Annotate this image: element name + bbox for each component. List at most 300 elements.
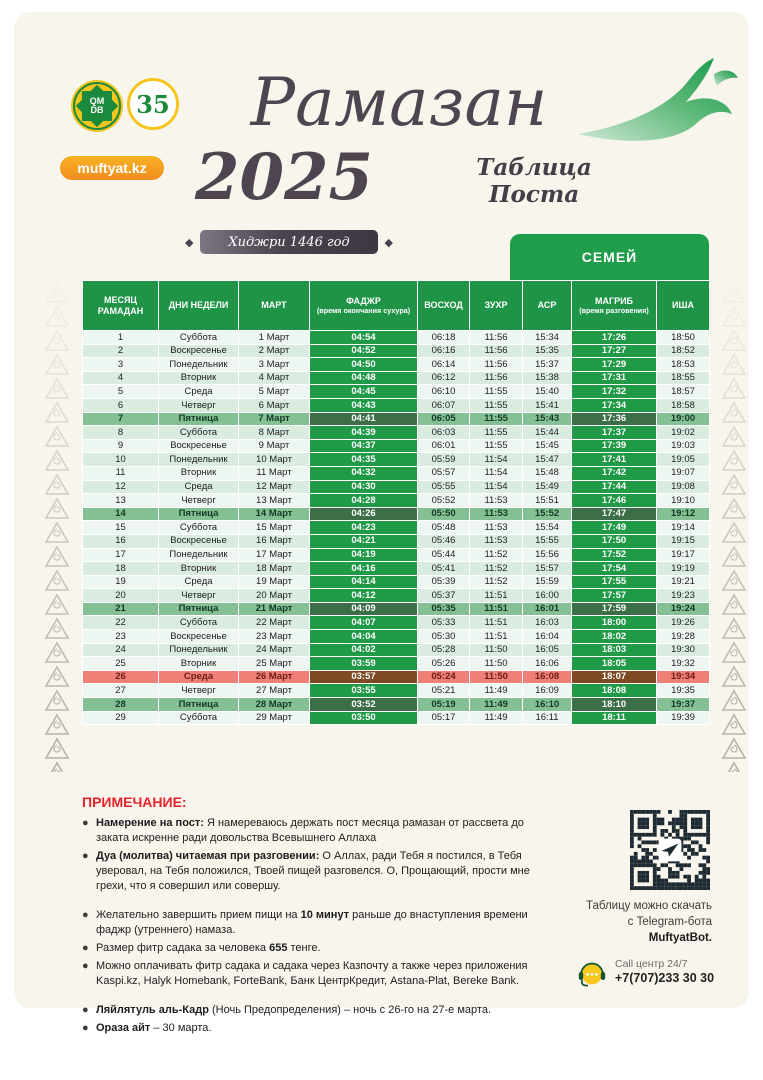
cell-asr: 15:48 [523,466,572,480]
cell-day: 6 [83,398,159,412]
hijri-banner: ◆ Хиджри 1446 год ◆ [200,230,378,254]
cell-maghrib: 17:26 [572,331,657,345]
cell-day: 21 [83,602,159,616]
cell-zuhr: 11:55 [470,398,523,412]
cell-asr: 15:56 [523,548,572,562]
table-row [83,480,710,494]
cell-isha: 19:05 [657,453,710,467]
city-button[interactable]: СЕМЕЙ [510,234,709,280]
cell-day: 14 [83,507,159,521]
cell-weekday: Суббота [159,616,239,630]
cell-sunrise: 05:21 [418,684,470,698]
cell-isha: 19:03 [657,439,710,453]
cell-weekday: Понедельник [159,548,239,562]
cell-fajr: 04:09 [310,602,418,616]
cell-sunrise: 05:52 [418,494,470,508]
cell-weekday: Вторник [159,371,239,385]
cell-date: 27 Март [239,684,310,698]
cell-sunrise: 05:59 [418,453,470,467]
cell-sunrise: 06:12 [418,371,470,385]
cell-day: 19 [83,575,159,589]
cell-date: 9 Март [239,439,310,453]
poster-card [14,12,749,1034]
cell-maghrib: 17:31 [572,371,657,385]
cell-maghrib: 18:00 [572,616,657,630]
cell-fajr: 04:14 [310,575,418,589]
note-text: Намерение на пост: Я намереваюсь держать пост месяца рамазан от рассвета до заката искренне ради довольства Всевышнего Аллаха [96,817,524,844]
cell-maghrib: 17:29 [572,358,657,372]
cell-asr: 15:45 [523,439,572,453]
cell-date: 10 Март [239,453,310,467]
cell-sunrise: 06:10 [418,385,470,399]
cell-weekday: Пятница [159,698,239,712]
cell-isha: 19:02 [657,426,710,440]
bullet-icon: ● [82,850,89,862]
cell-isha: 19:07 [657,466,710,480]
table-row [83,371,710,385]
cell-weekday: Пятница [159,602,239,616]
cell-asr: 15:55 [523,534,572,548]
cell-isha: 19:08 [657,480,710,494]
cell-isha: 19:23 [657,589,710,603]
cell-asr: 16:10 [523,698,572,712]
cell-asr: 15:47 [523,453,572,467]
cell-fajr: 04:23 [310,521,418,535]
cell-day: 17 [83,548,159,562]
table-row [83,426,710,440]
download-hint: Таблицу можно скачать с Telegram-бота MuftyatBot. [585,900,712,944]
cell-sunrise: 05:19 [418,698,470,712]
cell-day: 29 [83,711,159,725]
cell-sunrise: 06:16 [418,344,470,358]
cell-zuhr: 11:51 [470,602,523,616]
cell-zuhr: 11:49 [470,711,523,725]
bullet-icon: ● [82,1022,89,1034]
cell-zuhr: 11:55 [470,426,523,440]
cell-weekday: Суббота [159,711,239,725]
cell-weekday: Четверг [159,398,239,412]
cell-fajr: 04:41 [310,412,418,426]
table-row [83,616,710,630]
anniversary-35-logo: 35 [127,78,179,130]
cell-weekday: Пятница [159,507,239,521]
cell-asr: 15:40 [523,385,572,399]
table-row [83,331,710,345]
cell-weekday: Суббота [159,521,239,535]
cell-maghrib: 17:39 [572,439,657,453]
cell-date: 29 Март [239,711,310,725]
cell-asr: 16:11 [523,711,572,725]
cell-isha: 18:55 [657,371,710,385]
cell-zuhr: 11:56 [470,331,523,345]
cell-sunrise: 05:46 [418,534,470,548]
cell-day: 9 [83,439,159,453]
table-row [83,698,710,712]
cell-weekday: Воскресенье [159,344,239,358]
cell-date: 15 Март [239,521,310,535]
cell-fajr: 04:32 [310,466,418,480]
cell-fajr: 04:12 [310,589,418,603]
cell-date: 22 Март [239,616,310,630]
cell-isha: 18:53 [657,358,710,372]
cell-isha: 19:19 [657,562,710,576]
cell-day: 24 [83,643,159,657]
table-row [83,385,710,399]
notes-title: ПРИМЕЧАНИЕ: [82,794,187,810]
cell-isha: 19:17 [657,548,710,562]
cell-fajr: 03:52 [310,698,418,712]
cell-asr: 16:03 [523,616,572,630]
cell-zuhr: 11:52 [470,548,523,562]
cell-sunrise: 05:26 [418,657,470,671]
cell-fajr: 04:26 [310,507,418,521]
column-header: ЗУХР [470,281,523,331]
cell-zuhr: 11:51 [470,589,523,603]
table-row [83,684,710,698]
cell-fajr: 04:35 [310,453,418,467]
cell-day: 15 [83,521,159,535]
cell-weekday: Пятница [159,412,239,426]
cell-asr: 16:06 [523,657,572,671]
cell-date: 14 Март [239,507,310,521]
cell-maghrib: 17:27 [572,344,657,358]
cell-maghrib: 17:37 [572,426,657,440]
cell-day: 12 [83,480,159,494]
cell-sunrise: 06:14 [418,358,470,372]
cell-fajr: 04:52 [310,344,418,358]
cell-maghrib: 17:47 [572,507,657,521]
cell-maghrib: 18:05 [572,657,657,671]
cell-zuhr: 11:52 [470,575,523,589]
cell-sunrise: 06:07 [418,398,470,412]
cell-zuhr: 11:56 [470,344,523,358]
cell-isha: 19:32 [657,657,710,671]
cell-date: 7 Март [239,412,310,426]
cell-isha: 18:58 [657,398,710,412]
bullet-icon: ● [82,909,89,921]
cell-asr: 15:44 [523,426,572,440]
cell-maghrib: 17:55 [572,575,657,589]
cell-maghrib: 18:07 [572,670,657,684]
cell-date: 4 Март [239,371,310,385]
cell-date: 18 Март [239,562,310,576]
cell-maghrib: 17:44 [572,480,657,494]
cell-isha: 19:28 [657,630,710,644]
cell-fajr: 04:04 [310,630,418,644]
cell-asr: 15:41 [523,398,572,412]
call-center-icon [576,956,608,988]
cell-zuhr: 11:55 [470,439,523,453]
fasting-schedule-table [82,280,710,725]
column-header: МАРТ [239,281,310,331]
cell-maghrib: 17:49 [572,521,657,535]
cell-isha: 19:34 [657,670,710,684]
cell-sunrise: 05:50 [418,507,470,521]
cell-maghrib: 17:32 [572,385,657,399]
cell-sunrise: 05:39 [418,575,470,589]
cell-fajr: 03:50 [310,711,418,725]
cell-isha: 19:12 [657,507,710,521]
cell-fajr: 04:30 [310,480,418,494]
column-subheader: (время окончания сухура) [316,305,411,315]
cell-date: 28 Март [239,698,310,712]
note-item [82,908,542,938]
cell-asr: 15:52 [523,507,572,521]
cell-sunrise: 05:41 [418,562,470,576]
column-header: ДНИ НЕДЕЛИ [159,281,239,331]
table-row [83,670,710,684]
cell-date: 13 Март [239,494,310,508]
cell-fajr: 04:50 [310,358,418,372]
notes-list [82,816,542,1039]
bullet-icon: ● [82,942,89,954]
table-row [83,589,710,603]
cell-day: 18 [83,562,159,576]
call-center-label: Call центр 24/7 [615,958,688,970]
cell-zuhr: 11:51 [470,616,523,630]
cell-zuhr: 11:56 [470,358,523,372]
cell-date: 3 Март [239,358,310,372]
table-row [83,398,710,412]
cell-day: 25 [83,657,159,671]
muftyat-brand-badge: muftyat.kz [60,156,164,180]
cell-weekday: Среда [159,480,239,494]
cell-isha: 19:00 [657,412,710,426]
cell-weekday: Воскресенье [159,534,239,548]
column-header: ФАДЖР (время окончания сухура) [310,281,418,331]
cell-isha: 19:24 [657,602,710,616]
cell-weekday: Четверг [159,494,239,508]
cell-fajr: 03:55 [310,684,418,698]
table-row [83,507,710,521]
cell-isha: 19:39 [657,711,710,725]
qr-code [630,810,710,890]
cell-day: 22 [83,616,159,630]
table-row [83,344,710,358]
cell-asr: 15:38 [523,371,572,385]
cell-day: 3 [83,358,159,372]
cell-isha: 19:21 [657,575,710,589]
cell-zuhr: 11:49 [470,684,523,698]
cell-day: 13 [83,494,159,508]
cell-day: 7 [83,412,159,426]
cell-sunrise: 05:55 [418,480,470,494]
cell-maghrib: 17:57 [572,589,657,603]
column-header: МЕСЯЦ РАМАДАН [83,281,159,331]
bullet-icon: ● [82,1004,89,1016]
note-text: Ораза айт – 30 марта. [96,1022,212,1034]
table-row [83,602,710,616]
cell-day: 2 [83,344,159,358]
cell-zuhr: 11:53 [470,534,523,548]
column-subheader: (время разговения) [579,305,649,315]
cell-weekday: Понедельник [159,643,239,657]
cell-maghrib: 17:34 [572,398,657,412]
cell-maghrib: 17:50 [572,534,657,548]
cell-sunrise: 05:33 [418,616,470,630]
cell-date: 20 Март [239,589,310,603]
cell-weekday: Понедельник [159,453,239,467]
note-item [82,959,542,989]
cell-asr: 15:59 [523,575,572,589]
column-header: ИША [657,281,710,331]
table-header-row [83,281,710,331]
cell-fajr: 04:45 [310,385,418,399]
table-row [83,711,710,725]
cell-sunrise: 05:57 [418,466,470,480]
cell-sunrise: 05:30 [418,630,470,644]
cell-asr: 15:43 [523,412,572,426]
cell-date: 2 Март [239,344,310,358]
cell-asr: 15:49 [523,480,572,494]
kazakh-ornament-right [721,280,747,772]
cell-maghrib: 17:42 [572,466,657,480]
table-row [83,439,710,453]
cell-zuhr: 11:53 [470,507,523,521]
cell-maghrib: 18:10 [572,698,657,712]
cell-asr: 16:01 [523,602,572,616]
table-row [83,494,710,508]
cell-sunrise: 05:48 [418,521,470,535]
kazakh-ornament-left [44,280,70,772]
note-text: Желательно завершить прием пищи на 10 минут раньше до внаступления времени фаджр (утреннего) намаза. [96,909,528,936]
year-title: 2025 [194,140,374,215]
cell-zuhr: 11:53 [470,521,523,535]
cell-date: 21 Март [239,602,310,616]
table-row [83,358,710,372]
cell-date: 17 Март [239,548,310,562]
cell-maghrib: 18:11 [572,711,657,725]
cell-isha: 19:35 [657,684,710,698]
cell-weekday: Четверг [159,589,239,603]
bullet-icon: ● [82,817,89,829]
cell-date: 6 Март [239,398,310,412]
note-text: Размер фитр садака за человека 655 тенге. [96,942,321,954]
cell-zuhr: 11:50 [470,670,523,684]
column-header: ВОСХОД [418,281,470,331]
bullet-icon: ● [82,960,89,972]
cell-fajr: 04:43 [310,398,418,412]
cell-maghrib: 18:08 [572,684,657,698]
table-row [83,643,710,657]
table-row [83,534,710,548]
cell-weekday: Среда [159,575,239,589]
calligraphy-swoosh-icon [574,50,744,158]
cell-maghrib: 18:03 [572,643,657,657]
cell-day: 1 [83,331,159,345]
cell-zuhr: 11:54 [470,480,523,494]
page-title: Рамазан [250,64,548,141]
table-row [83,630,710,644]
cell-zuhr: 11:54 [470,466,523,480]
cell-asr: 15:57 [523,562,572,576]
cell-asr: 15:35 [523,344,572,358]
column-header: МАГРИБ (время разговения) [572,281,657,331]
cell-day: 20 [83,589,159,603]
cell-fajr: 04:02 [310,643,418,657]
cell-isha: 18:57 [657,385,710,399]
cell-zuhr: 11:50 [470,643,523,657]
cell-day: 23 [83,630,159,644]
table-row [83,466,710,480]
cell-fajr: 04:37 [310,439,418,453]
cell-sunrise: 06:03 [418,426,470,440]
cell-isha: 18:50 [657,331,710,345]
cell-date: 16 Март [239,534,310,548]
cell-fajr: 04:19 [310,548,418,562]
cell-date: 8 Март [239,426,310,440]
cell-maghrib: 18:02 [572,630,657,644]
cell-weekday: Среда [159,385,239,399]
cell-sunrise: 06:05 [418,412,470,426]
cell-maghrib: 17:52 [572,548,657,562]
cell-sunrise: 06:01 [418,439,470,453]
cell-asr: 16:04 [523,630,572,644]
cell-asr: 15:51 [523,494,572,508]
cell-isha: 19:14 [657,521,710,535]
cell-isha: 19:26 [657,616,710,630]
cell-fajr: 04:54 [310,331,418,345]
cell-maghrib: 17:46 [572,494,657,508]
cell-weekday: Четверг [159,684,239,698]
cell-sunrise: 05:28 [418,643,470,657]
cell-fajr: 04:28 [310,494,418,508]
note-text: Дуа (молитва) читаемая при разговении: О Аллах, ради Тебя я постился, в Тебя уверовал, на Тебя положился, Твоей пищей разговелся. О, Прощающий, прости мне грехи, что я совершил или совершу. [96,850,530,892]
subtitle: Таблица Поста [476,154,592,208]
cell-zuhr: 11:56 [470,371,523,385]
cell-date: 5 Март [239,385,310,399]
cell-asr: 15:54 [523,521,572,535]
cell-date: 24 Март [239,643,310,657]
cell-isha: 19:37 [657,698,710,712]
cell-zuhr: 11:54 [470,453,523,467]
cell-date: 19 Март [239,575,310,589]
cell-weekday: Среда [159,670,239,684]
telegram-bot-name: MuftyatBot. [648,932,712,944]
cell-day: 8 [83,426,159,440]
cell-day: 26 [83,670,159,684]
cell-date: 12 Март [239,480,310,494]
cell-maghrib: 17:59 [572,602,657,616]
cell-weekday: Вторник [159,657,239,671]
column-header: АСР [523,281,572,331]
table-row [83,453,710,467]
cell-fajr: 04:16 [310,562,418,576]
cell-day: 11 [83,466,159,480]
cell-day: 27 [83,684,159,698]
cell-date: 11 Март [239,466,310,480]
cell-fajr: 03:57 [310,670,418,684]
cell-zuhr: 11:52 [470,562,523,576]
cell-sunrise: 05:44 [418,548,470,562]
cell-sunrise: 05:37 [418,589,470,603]
cell-weekday: Вторник [159,466,239,480]
cell-zuhr: 11:49 [470,698,523,712]
cell-asr: 15:37 [523,358,572,372]
cell-fajr: 04:07 [310,616,418,630]
note-item [82,1021,542,1036]
table-row [83,521,710,535]
cell-asr: 16:05 [523,643,572,657]
cell-fajr: 04:21 [310,534,418,548]
cell-date: 25 Март [239,657,310,671]
qmdb-logo: QM DB [71,80,123,132]
cell-zuhr: 11:53 [470,494,523,508]
cell-weekday: Понедельник [159,358,239,372]
cell-weekday: Воскресенье [159,439,239,453]
table-row [83,548,710,562]
note-item [82,1003,542,1018]
